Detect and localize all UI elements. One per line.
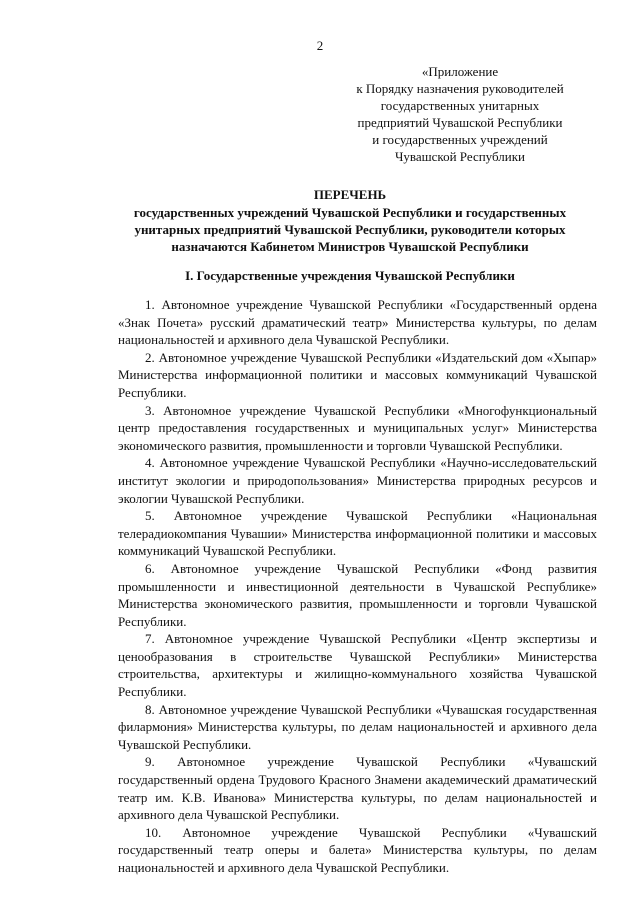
- appendix-line: Чувашской Республики: [394, 149, 526, 164]
- title-line: государственных учреждений Чувашской Республики и государственных: [133, 205, 567, 220]
- list-item: 7. Автономное учреждение Чувашской Республики «Центр экспертизы и ценообразования в строительстве Чувашской Республики» Министерства строительства, архитектуры и жилищно-коммунального хозяйства Чувашской Республики.: [118, 631, 597, 700]
- section-heading: I. Государственные учреждения Чувашской Республики: [185, 268, 515, 283]
- list-item: 8. Автономное учреждение Чувашской Республики «Чувашская государственная филармония» Министерства культуры, по делам национальностей и архивного дела Чувашской Республики.: [118, 701, 597, 752]
- list-item: 9. Автономное учреждение Чувашской Республики «Чувашский государственный ордена Трудового Красного Знамени академический драматический театр им. К.В. Иванова» Министерства культуры, по делам национальностей и архивного дела Чувашской Республики.: [118, 754, 597, 823]
- appendix-line: к Порядку назначения руководителей: [356, 81, 564, 96]
- items-list: [118, 296, 597, 877]
- list-item: 6. Автономное учреждение Чувашской Республики «Фонд развития промышленности и инвестиционной деятельности в Чувашской Республике» Министерства экономического развития, промышленности и торговли Чувашской Республики.: [118, 560, 597, 629]
- appendix-line: предприятий Чувашской Республики: [357, 115, 563, 130]
- appendix-line: «Приложение: [421, 64, 499, 79]
- appendix-line: государственных унитарных: [380, 98, 540, 113]
- list-item: 10. Автономное учреждение Чувашской Республики «Чувашский государственный театр оперы и балета» Министерства культуры, по делам национальностей и архивного дела Чувашской Республики.: [118, 824, 597, 875]
- list-item: 1. Автономное учреждение Чувашской Республики «Государственный ордена «Знак Почета» русский драматический театр» Министерства культуры, по делам национальностей и архивного дела Чувашской Республики.: [118, 297, 597, 348]
- appendix-header: [355, 63, 565, 165]
- title-main: ПЕРЕЧЕНЬ: [313, 187, 387, 202]
- list-item: 2. Автономное учреждение Чувашской Республики «Издательский дом «Хыпар» Министерства информационной политики и массовых коммуникаций Чувашской Республики.: [118, 349, 597, 400]
- title-line: назначаются Кабинетом Министров Чувашской Республики: [171, 239, 529, 254]
- list-item: 3. Автономное учреждение Чувашской Республики «Многофункциональный центр предоставления государственных и муниципальных услуг» Министерства экономического развития, промышленности и торговли Чувашской Республики.: [118, 402, 597, 453]
- list-item: 4. Автономное учреждение Чувашской Республики «Научно-исследовательский институт экологии и природопользования» Министерства природных ресурсов и экологии Чувашской Республики.: [118, 455, 597, 506]
- list-item: 5. Автономное учреждение Чувашской Республики «Национальная телерадиокомпания Чувашии» Министерства информационной политики и массовых коммуникаций Чувашской Республики.: [118, 508, 597, 559]
- appendix-line: и государственных учреждений: [372, 132, 548, 147]
- document-title: [0, 186, 640, 255]
- title-line: унитарных предприятий Чувашской Республики, руководители которых: [134, 222, 566, 237]
- page-number: 2: [316, 38, 324, 53]
